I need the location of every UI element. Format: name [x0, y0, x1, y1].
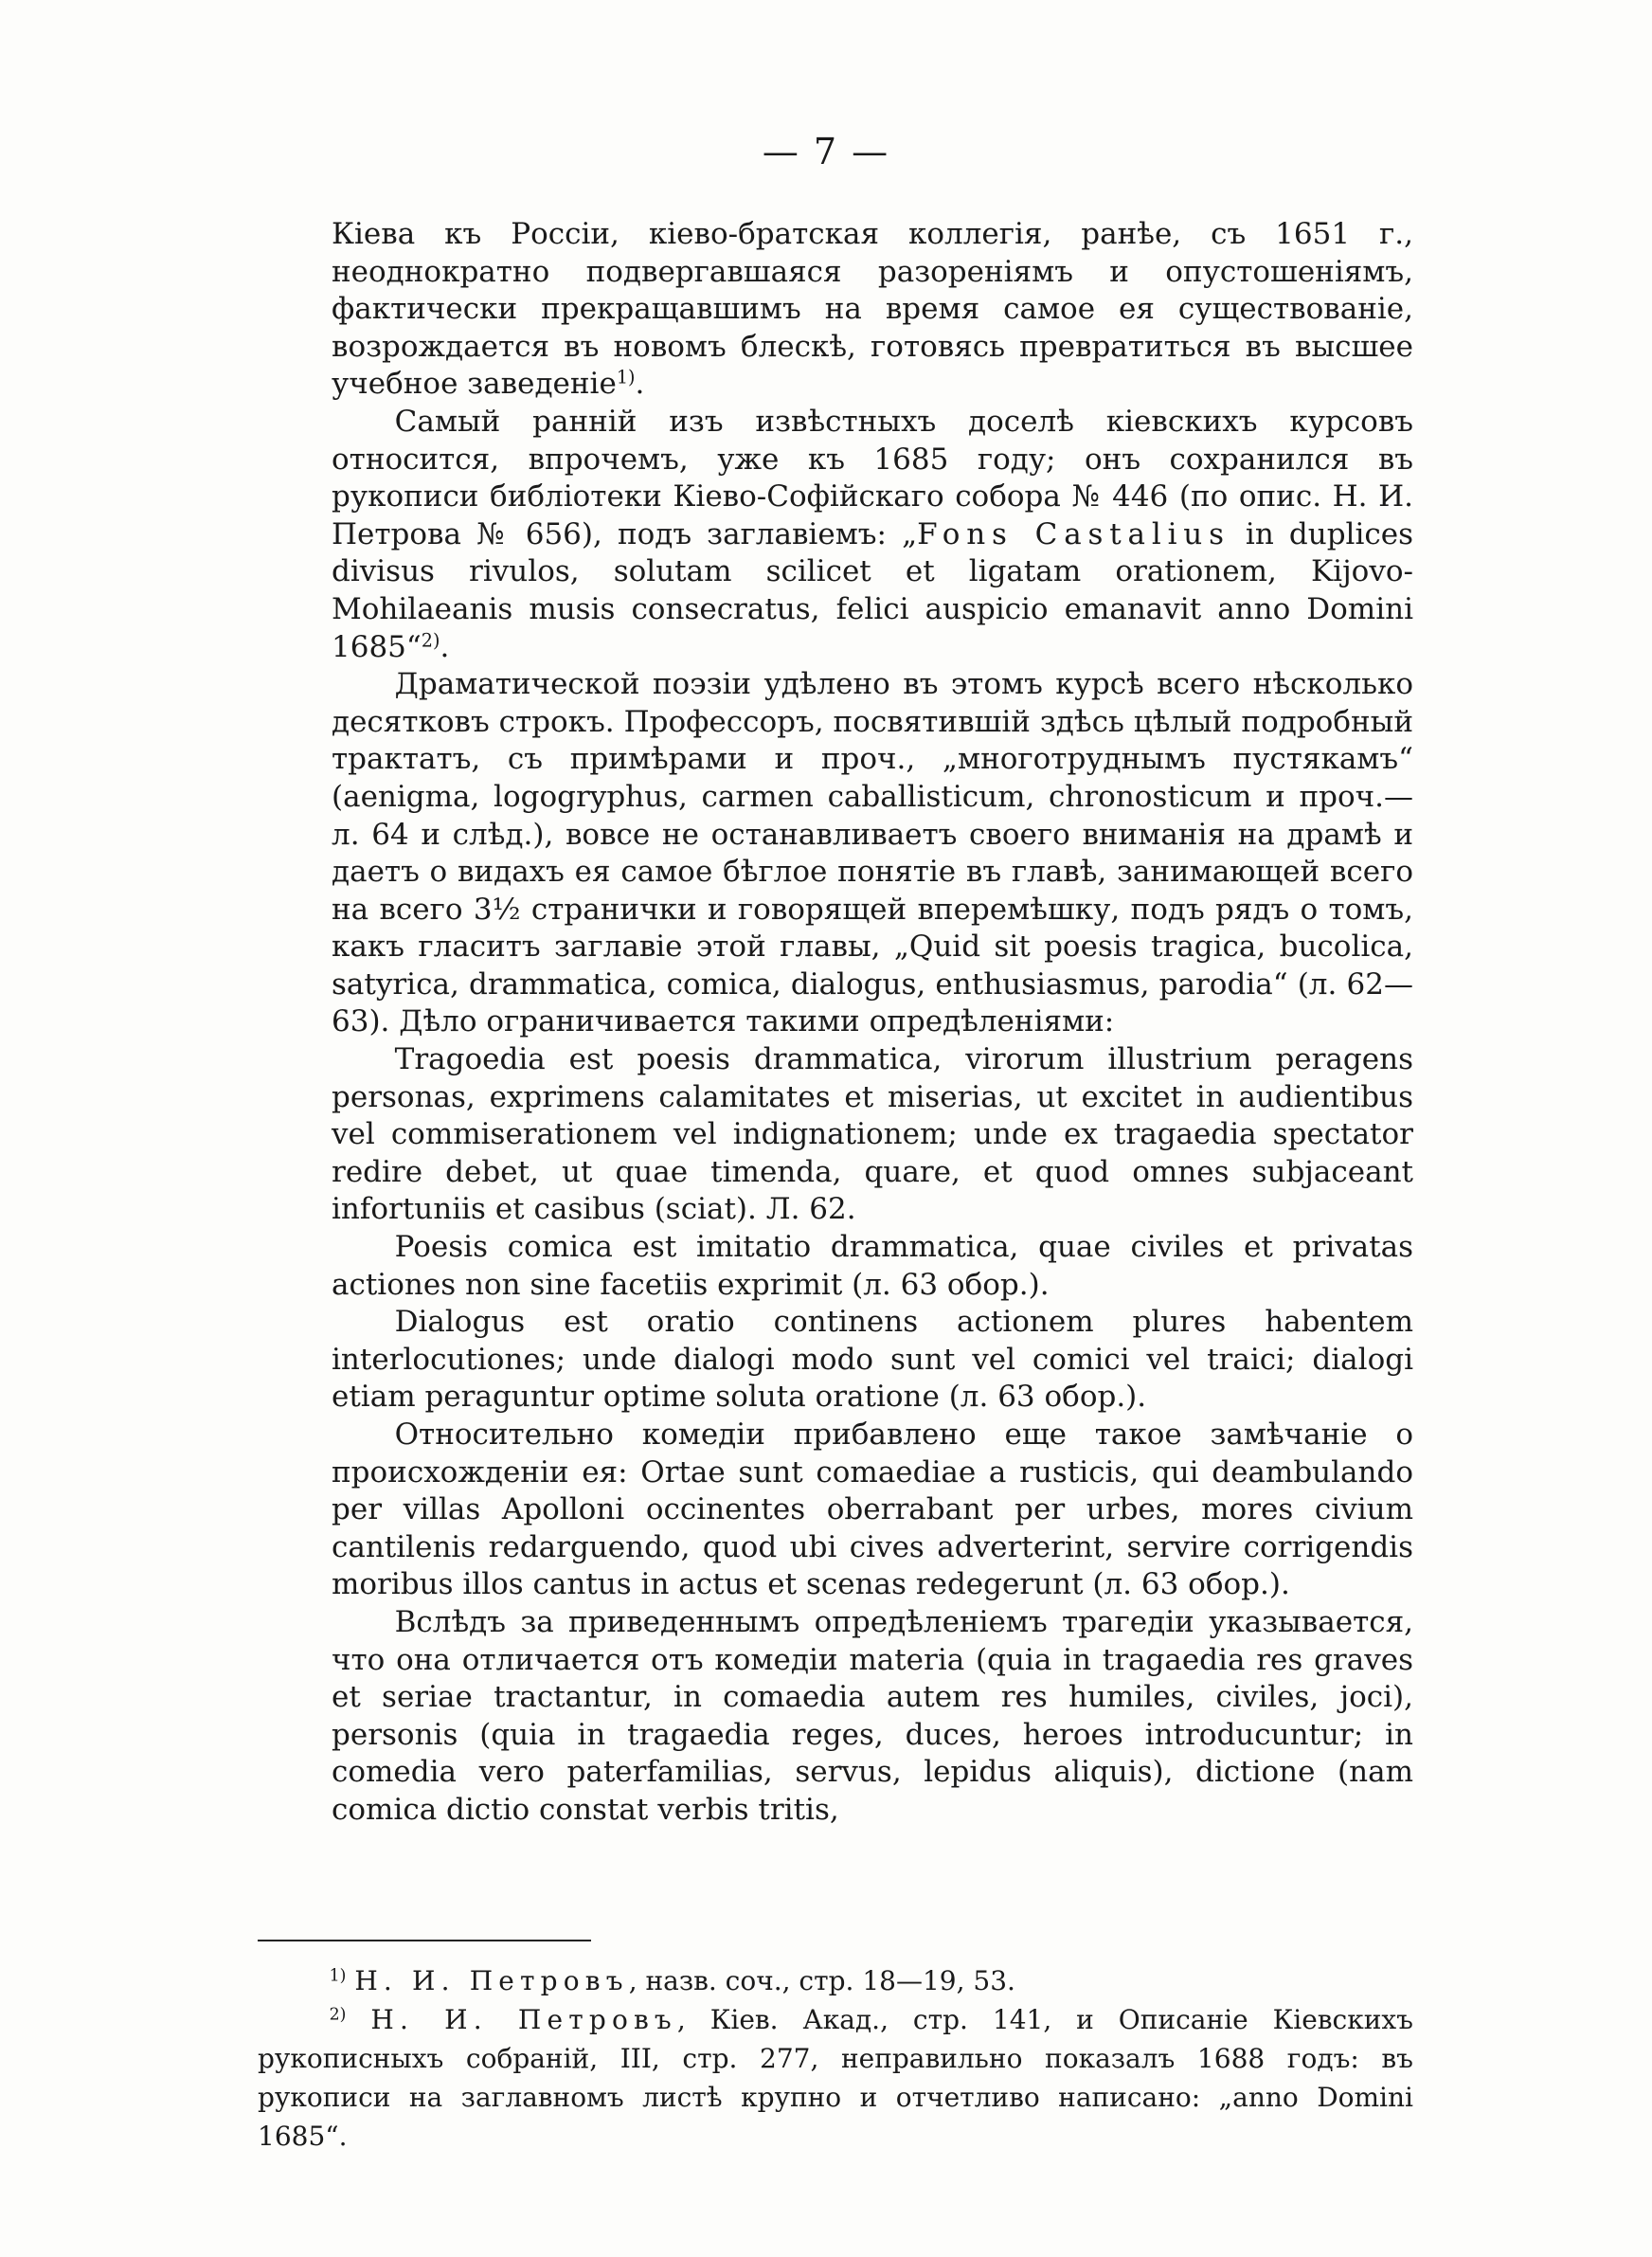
- paragraph-3: Драматической поэзіи удѣлено въ этомъ курсѣ всего нѣсколько десятковъ строкъ. Профессоръ, посвятившій здѣсь цѣлый подробный трактатъ, съ примѣрами и проч., „многотруднымъ пустякамъ“ (aenigma, logogryphus, carmen caballisticum, chronosticum и проч.—л. 64 и слѣд.), вовсе не останавливаетъ своего вниманія на драмѣ и даетъ о видахъ ея самое бѣглое понятіе въ главѣ, занимающей всего на всего 3½ странички и говорящей вперемѣшку, подъ рядъ о томъ, какъ гласитъ заглавіе этой главы, „Quid sit poesis tragica, bucolica, satyrica, drammatica, comica, dialogus, enthusiasmus, parodia“ (л. 62—63). Дѣло ограничивается такими опредѣленіями:: [332, 667, 1413, 1039]
- footnotes: [258, 1961, 1413, 2156]
- footnote-reference[interactable]: 2): [421, 628, 440, 651]
- footnote-mark: 1): [329, 1966, 347, 1986]
- spaced-title: Fons Castalius: [917, 516, 1230, 551]
- paragraph-7: Относительно комедіи прибавлено еще такое замѣчаніе о происхожденіи ея: Ortae sunt comaediae a rusticis, qui deambulando per villas Apolloni occinentes oberrabant per urbes, mores civium cantilenis redarguendo, quod ubi cives adverterint, servire corrigendis moribus illos cantus in actus et scenas redegerunt (л. 63 обор.).: [332, 1417, 1413, 1602]
- footnote-mark: 2): [329, 2005, 347, 2025]
- paragraph-4: Tragoedia est poesis drammatica, virorum illustrium peragens personas, exprimens calamitates et miserias, ut excitet in audientibus vel commiserationem vel indignationem; unde ex tragaedia spectator redire debet, ut quae timenda, quare, et quod omnes subjaceant infortuniis et casibus (sciat). Л. 62.: [332, 1042, 1413, 1227]
- paragraph-8: Вслѣдъ за приведеннымъ опредѣленіемъ трагедіи указывается, что она отличается отъ комедіи materia (quia in tragaedia res graves et seriae tractantur, in comaedia autem res humiles, civiles, joci), personis (quia in tragaedia reges, duces, heroes introducuntur; in comedia vero paterfamilias, servus, lepidus aliquis), dictione (nam comica dictio constat verbis tritis,: [332, 1604, 1413, 1827]
- footnote-2: $^{2)}$ Н. И. Петровъ, Кіев. Акад., стр. 141, и Описаніе Кіевскихъ рукописныхъ собраній, III, стр. 277, неправильно показалъ 1688 годъ: въ рукописи на заглавномъ листѣ крупно и отчетливо написано: „anno Domini 1685“.: [258, 2004, 1413, 2152]
- page-number: — 7 —: [762, 131, 890, 172]
- footnote-divider: [258, 1940, 591, 1941]
- body-text: [332, 216, 1413, 1830]
- footnote-author: Н. И. Петровъ: [354, 1965, 629, 1996]
- paragraph-5: Poesis comica est imitatio drammatica, quae civiles et privatas actiones non sine facetiis exprimit (л. 63 обор.).: [332, 1230, 1413, 1302]
- footnote-1: $^{1)}$ Н. И. Петровъ, назв. соч., стр. 18—19, 53.: [329, 1965, 1015, 1996]
- footnote-reference[interactable]: 1): [616, 366, 636, 388]
- footnote-author: Н. И. Петровъ: [370, 2004, 677, 2035]
- paragraph-6: Dialogus est oratio continens actionem plures habentem interlocutiones; unde dialogi modo sunt vel comici vel traici; dialogi etiam peraguntur optime soluta oratione (л. 63 обор.).: [332, 1305, 1413, 1415]
- paragraph-1: Кіева къ Россіи, кіево-братская коллегія, ранѣе, съ 1651 г., неоднократно подвергавшаяся разореніямъ и опустошеніямъ, фактически прекращавшимъ на время самое ея существованіе, возрождается въ новомъ блескѣ, готовясь превратиться въ высшее учебное заведеніе$^{1)}$.: [332, 217, 1413, 402]
- paragraph-2: Самый ранній изъ извѣстныхъ доселѣ кіевскихъ курсовъ относится, впрочемъ, уже къ 1685 году; онъ сохранился въ рукописи библіотеки Кіево-Софійскаго собора № 446 (по опис. Н. И. Петрова № 656), подъ заглавіемъ: „Fons Castalius in duplices divisus rivulos, solutam scilicet et ligatam orationem, Kijovo-Mohilaeanis musis consecratus, felici auspicio emanavit anno Domini 1685“$^{2)}$.: [332, 404, 1413, 664]
